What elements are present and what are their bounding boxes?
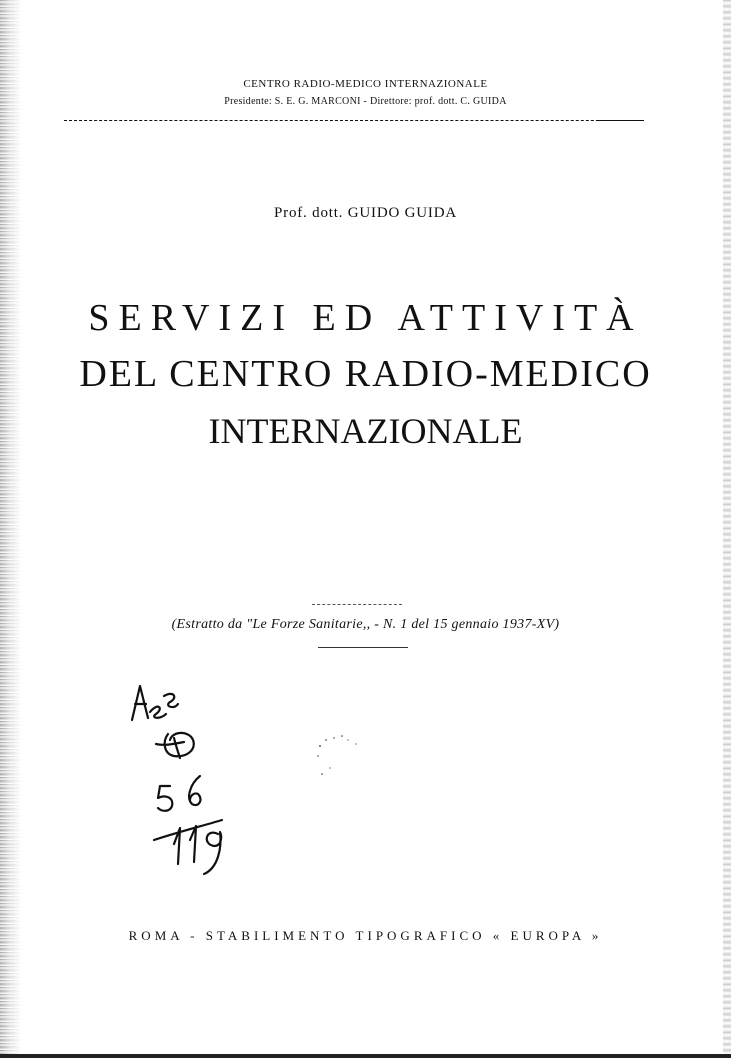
header-divider — [64, 120, 644, 121]
handwritten-note-4 — [154, 820, 222, 874]
title-line-3: INTERNAZIONALE — [208, 411, 523, 451]
author-line: Prof. dott. GUIDO GUIDA — [274, 205, 457, 221]
extract-note: (Estratto da "Le Forze Sanitarie,, - N. 1 del 15 gennaio 1937-XV) — [171, 617, 560, 632]
handwritten-notes — [118, 668, 248, 888]
header-divider-end — [598, 120, 644, 121]
scan-right-edge — [723, 0, 731, 1058]
handwritten-note-3 — [158, 776, 200, 811]
printer-imprint: ROMA - STABILIMENTO TIPOGRAFICO « EUROPA » — [128, 928, 603, 943]
scan-speckle — [312, 728, 372, 788]
officers-line: Presidente: S. E. G. MARCONI - Direttore: prof. dott. C. GUIDA — [224, 96, 507, 107]
handwritten-note-2 — [156, 733, 194, 758]
scan-bottom-edge — [0, 1054, 731, 1058]
handwritten-note-1 — [132, 686, 178, 720]
scan-left-edge — [0, 0, 22, 1058]
organization-heading: CENTRO RADIO-MEDICO INTERNAZIONALE — [243, 78, 488, 90]
title-line-2: DEL CENTRO RADIO-MEDICO — [79, 353, 652, 395]
extract-underline — [318, 647, 408, 648]
extract-top-mark — [312, 604, 402, 605]
title-line-1: SERVIZI ED ATTIVITÀ — [88, 297, 643, 339]
